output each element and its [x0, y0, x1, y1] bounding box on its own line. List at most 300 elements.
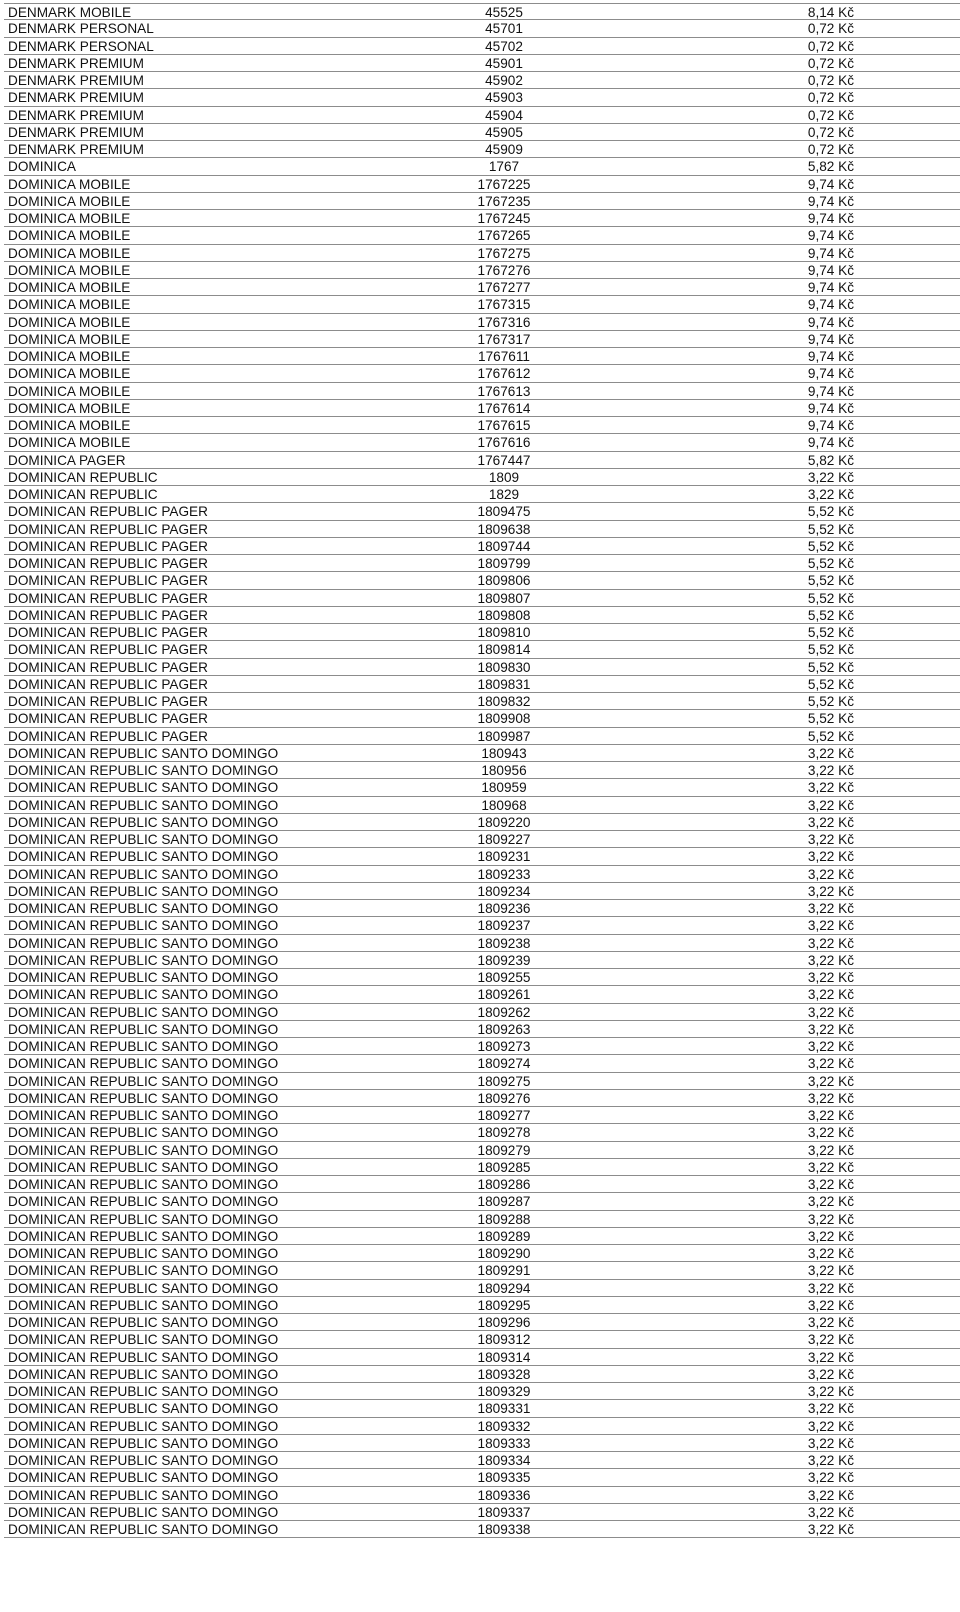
- table-row: [4, 572, 960, 589]
- table-row: [4, 607, 960, 624]
- rate-cell: 3,22 Kč: [807, 1194, 854, 1210]
- dial-code-cell: 1809287: [477, 1194, 531, 1210]
- dial-code-cell: 1809744: [477, 538, 531, 554]
- destination-cell: DOMINICAN REPUBLIC SANTO DOMINGO: [8, 883, 279, 899]
- dial-code-cell: 1767265: [477, 228, 531, 244]
- rate-cell: 9,74 Kč: [807, 193, 854, 209]
- table-row: [4, 296, 960, 313]
- dial-code-cell: 1809237: [477, 918, 531, 934]
- table-row: [4, 1280, 960, 1297]
- destination-cell: DOMINICAN REPUBLIC SANTO DOMINGO: [8, 1073, 279, 1089]
- dial-code-cell: 45902: [485, 73, 523, 88]
- table-row: [4, 158, 960, 175]
- destination-cell: DOMINICA MOBILE: [8, 262, 131, 278]
- table-row: [4, 1418, 960, 1435]
- rate-cell: 3,22 Kč: [807, 780, 854, 796]
- dial-code-cell: 45909: [485, 142, 523, 157]
- table-row: [4, 676, 960, 693]
- rate-cell: 3,22 Kč: [807, 1211, 854, 1227]
- dial-code-cell: 1809810: [477, 625, 531, 640]
- destination-cell: DOMINICA MOBILE: [8, 228, 131, 244]
- destination-cell: DOMINICAN REPUBLIC SANTO DOMINGO: [8, 1366, 279, 1382]
- table-row: [4, 1073, 960, 1090]
- rate-cell: 5,52 Kč: [807, 573, 854, 589]
- destination-cell: DOMINICAN REPUBLIC SANTO DOMINGO: [8, 1246, 279, 1261]
- destination-cell: DOMINICAN REPUBLIC SANTO DOMINGO: [8, 1177, 279, 1192]
- dial-code-cell: 1767275: [477, 245, 531, 261]
- table-row: [4, 969, 960, 986]
- destination-cell: DOMINICAN REPUBLIC SANTO DOMINGO: [8, 797, 279, 813]
- rate-cell: 3,22 Kč: [807, 1177, 854, 1192]
- dial-code-cell: 1809: [488, 469, 520, 485]
- rate-cell: 3,22 Kč: [807, 1280, 854, 1296]
- table-row: [4, 848, 960, 865]
- table-row: [4, 348, 960, 365]
- rate-cell: 3,22 Kč: [807, 1039, 854, 1054]
- destination-cell: DOMINICAN REPUBLIC PAGER: [8, 556, 208, 571]
- table-row: [4, 866, 960, 883]
- destination-cell: DOMINICAN REPUBLIC SANTO DOMINGO: [8, 987, 279, 1003]
- rate-cell: 3,22 Kč: [807, 1142, 854, 1158]
- table-row: [4, 1331, 960, 1348]
- destination-cell: DOMINICAN REPUBLIC SANTO DOMINGO: [8, 1056, 279, 1072]
- rate-cell: 5,52 Kč: [807, 642, 854, 658]
- rate-table: [4, 3, 960, 1538]
- dial-code-cell: 1809277: [477, 1108, 531, 1123]
- dial-code-cell: 1809262: [477, 1004, 531, 1020]
- rate-cell: 3,22 Kč: [807, 901, 854, 916]
- dial-code-cell: 1809312: [477, 1332, 531, 1348]
- table-row: [4, 1090, 960, 1107]
- rate-cell: 0,72 Kč: [807, 55, 854, 71]
- dial-code-cell: 1809289: [477, 1228, 531, 1244]
- table-row: [4, 1400, 960, 1417]
- rate-cell: 3,22 Kč: [807, 745, 854, 761]
- destination-cell: DOMINICAN REPUBLIC SANTO DOMINGO: [8, 1263, 279, 1279]
- rate-cell: 3,22 Kč: [807, 1418, 854, 1434]
- table-row: [4, 1297, 960, 1314]
- destination-cell: DENMARK PREMIUM: [8, 107, 144, 123]
- destination-cell: DOMINICAN REPUBLIC PAGER: [8, 573, 208, 589]
- destination-cell: DOMINICA MOBILE: [8, 211, 131, 226]
- table-row: [4, 917, 960, 934]
- destination-cell: DENMARK PERSONAL: [8, 38, 154, 54]
- table-row: [4, 1159, 960, 1176]
- table-row: [4, 1004, 960, 1021]
- dial-code-cell: 1809238: [477, 935, 531, 951]
- table-row: [4, 900, 960, 917]
- rate-cell: 3,22 Kč: [807, 469, 854, 485]
- destination-cell: DENMARK PREMIUM: [8, 142, 144, 157]
- rate-cell: 9,74 Kč: [807, 435, 854, 451]
- destination-cell: DOMINICAN REPUBLIC PAGER: [8, 659, 208, 675]
- destination-cell: DOMINICAN REPUBLIC SANTO DOMINGO: [8, 1090, 279, 1106]
- rate-cell: 3,22 Kč: [807, 952, 854, 968]
- dial-code-cell: 180956: [481, 763, 527, 778]
- table-row: [4, 1107, 960, 1124]
- table-row: [4, 1228, 960, 1245]
- table-row: [4, 986, 960, 1003]
- dial-code-cell: 1809329: [477, 1384, 531, 1399]
- rate-cell: 3,22 Kč: [807, 1125, 854, 1141]
- rate-cell: 5,52 Kč: [807, 607, 854, 623]
- dial-code-cell: 1809638: [477, 521, 531, 537]
- destination-cell: DOMINICA MOBILE: [8, 245, 131, 261]
- rate-cell: 5,52 Kč: [807, 590, 854, 606]
- rate-cell: 3,22 Kč: [807, 1108, 854, 1123]
- table-row: [4, 1055, 960, 1072]
- dial-code-cell: 1809331: [477, 1401, 531, 1417]
- dial-code-cell: 1809475: [477, 504, 531, 520]
- dial-code-cell: 1809263: [477, 1021, 531, 1037]
- destination-cell: DOMINICAN REPUBLIC SANTO DOMINGO: [8, 1453, 279, 1468]
- destination-cell: DOMINICAN REPUBLIC PAGER: [8, 676, 208, 692]
- destination-cell: DOMINICAN REPUBLIC SANTO DOMINGO: [8, 1504, 279, 1520]
- rate-cell: 3,22 Kč: [807, 1263, 854, 1279]
- dial-code-cell: 1767616: [477, 435, 531, 451]
- destination-cell: DOMINICAN REPUBLIC PAGER: [8, 642, 208, 658]
- dial-code-cell: 1809279: [477, 1142, 531, 1158]
- dial-code-cell: 1809830: [477, 659, 531, 675]
- rate-cell: 9,74 Kč: [807, 331, 854, 347]
- destination-cell: DOMINICA: [8, 159, 76, 175]
- destination-cell: DOMINICAN REPUBLIC SANTO DOMINGO: [8, 814, 279, 830]
- dial-code-cell: 1809278: [477, 1125, 531, 1141]
- destination-cell: DOMINICA MOBILE: [8, 331, 131, 347]
- rate-cell: 9,74 Kč: [807, 176, 854, 192]
- dial-code-cell: 1809276: [477, 1090, 531, 1106]
- rate-cell: 3,22 Kč: [807, 1297, 854, 1313]
- destination-cell: DOMINICAN REPUBLIC: [8, 469, 158, 485]
- table-row: [4, 245, 960, 262]
- destination-cell: DOMINICAN REPUBLIC PAGER: [8, 504, 208, 520]
- dial-code-cell: 1809338: [477, 1522, 531, 1537]
- rate-cell: 3,22 Kč: [807, 1073, 854, 1089]
- dial-code-cell: 1809832: [477, 694, 531, 709]
- rate-cell: 3,22 Kč: [807, 849, 854, 865]
- table-row: [4, 1469, 960, 1486]
- rate-cell: 3,22 Kč: [807, 1504, 854, 1520]
- destination-cell: DOMINICA MOBILE: [8, 193, 131, 209]
- rate-cell: 3,22 Kč: [807, 763, 854, 778]
- dial-code-cell: 1809799: [477, 556, 531, 571]
- destination-cell: DOMINICA MOBILE: [8, 383, 131, 399]
- table-row: [4, 728, 960, 745]
- rate-cell: 9,74 Kč: [807, 366, 854, 382]
- table-row: [4, 1349, 960, 1366]
- dial-code-cell: 1809336: [477, 1487, 531, 1503]
- dial-code-cell: 1809234: [477, 883, 531, 899]
- table-row: [4, 141, 960, 158]
- destination-cell: DOMINICAN REPUBLIC PAGER: [8, 625, 208, 640]
- dial-code-cell: 1767614: [477, 400, 531, 416]
- destination-cell: DOMINICAN REPUBLIC SANTO DOMINGO: [8, 745, 279, 761]
- destination-cell: DENMARK PREMIUM: [8, 124, 144, 140]
- destination-cell: DOMINICAN REPUBLIC PAGER: [8, 521, 208, 537]
- destination-cell: DOMINICAN REPUBLIC SANTO DOMINGO: [8, 1470, 279, 1486]
- destination-cell: DOMINICAN REPUBLIC SANTO DOMINGO: [8, 866, 279, 882]
- destination-cell: DOMINICAN REPUBLIC SANTO DOMINGO: [8, 1039, 279, 1054]
- table-row: [4, 20, 960, 37]
- dial-code-cell: 45903: [485, 90, 523, 106]
- dial-code-cell: 1767: [488, 159, 520, 175]
- rate-cell: 0,72 Kč: [807, 38, 854, 54]
- table-row: [4, 314, 960, 331]
- rate-cell: 3,22 Kč: [807, 1090, 854, 1106]
- table-row: [4, 952, 960, 969]
- rate-cell: 3,22 Kč: [807, 935, 854, 951]
- destination-cell: DOMINICAN REPUBLIC SANTO DOMINGO: [8, 1384, 279, 1399]
- dial-code-cell: 1767276: [477, 262, 531, 278]
- table-row: [4, 555, 960, 572]
- rate-cell: 5,52 Kč: [807, 625, 854, 640]
- destination-cell: DOMINICAN REPUBLIC SANTO DOMINGO: [8, 1435, 279, 1451]
- rate-cell: 9,74 Kč: [807, 418, 854, 433]
- destination-cell: DOMINICAN REPUBLIC SANTO DOMINGO: [8, 935, 279, 951]
- dial-code-cell: 1809807: [477, 590, 531, 606]
- rate-cell: 9,74 Kč: [807, 349, 854, 364]
- rate-cell: 3,22 Kč: [807, 1435, 854, 1451]
- rate-cell: 3,22 Kč: [807, 1332, 854, 1348]
- table-row: [4, 400, 960, 417]
- rate-cell: 3,22 Kč: [807, 1453, 854, 1468]
- rate-cell: 3,22 Kč: [807, 814, 854, 830]
- rate-cell: 0,72 Kč: [807, 73, 854, 88]
- table-row: [4, 193, 960, 210]
- dial-code-cell: 45905: [485, 124, 523, 140]
- destination-cell: DOMINICAN REPUBLIC SANTO DOMINGO: [8, 1401, 279, 1417]
- dial-code-cell: 1829: [488, 487, 520, 502]
- table-row: [4, 383, 960, 400]
- rate-cell: 9,74 Kč: [807, 228, 854, 244]
- table-row: [4, 262, 960, 279]
- dial-code-cell: 1809987: [477, 728, 531, 744]
- table-row: [4, 503, 960, 520]
- rate-cell: 3,22 Kč: [807, 1522, 854, 1537]
- rate-cell: 5,52 Kč: [807, 521, 854, 537]
- destination-cell: DOMINICA MOBILE: [8, 366, 131, 382]
- table-row: [4, 3, 960, 20]
- table-row: [4, 1245, 960, 1262]
- table-row: [4, 521, 960, 538]
- rate-cell: 3,22 Kč: [807, 866, 854, 882]
- rate-cell: 3,22 Kč: [807, 1487, 854, 1503]
- dial-code-cell: 1767277: [477, 280, 531, 295]
- destination-cell: DOMINICAN REPUBLIC SANTO DOMINGO: [8, 1125, 279, 1141]
- table-row: [4, 1314, 960, 1331]
- destination-cell: DENMARK PERSONAL: [8, 21, 154, 37]
- rate-cell: 3,22 Kč: [807, 832, 854, 847]
- dial-code-cell: 1767316: [477, 314, 531, 330]
- rate-cell: 5,52 Kč: [807, 538, 854, 554]
- destination-cell: DOMINICAN REPUBLIC SANTO DOMINGO: [8, 849, 279, 865]
- destination-cell: DOMINICAN REPUBLIC: [8, 487, 158, 502]
- destination-cell: DOMINICAN REPUBLIC SANTO DOMINGO: [8, 1228, 279, 1244]
- destination-cell: DOMINICA MOBILE: [8, 297, 131, 313]
- table-row: [4, 486, 960, 503]
- rate-cell: 0,72 Kč: [807, 124, 854, 140]
- destination-cell: DOMINICA MOBILE: [8, 349, 131, 364]
- destination-cell: DOMINICAN REPUBLIC SANTO DOMINGO: [8, 1332, 279, 1348]
- dial-code-cell: 1809255: [477, 970, 531, 985]
- table-row: [4, 762, 960, 779]
- rate-cell: 0,72 Kč: [807, 21, 854, 37]
- dial-code-cell: 45702: [485, 38, 523, 54]
- dial-code-cell: 1809288: [477, 1211, 531, 1227]
- destination-cell: DOMINICAN REPUBLIC SANTO DOMINGO: [8, 952, 279, 968]
- dial-code-cell: 45904: [485, 107, 523, 123]
- destination-cell: DOMINICAN REPUBLIC SANTO DOMINGO: [8, 1315, 279, 1330]
- table-row: [4, 1366, 960, 1383]
- dial-code-cell: 1809233: [477, 866, 531, 882]
- destination-cell: DENMARK PREMIUM: [8, 90, 144, 106]
- destination-cell: DOMINICA MOBILE: [8, 400, 131, 416]
- dial-code-cell: 45525: [485, 5, 523, 20]
- table-row: [4, 1142, 960, 1159]
- rate-cell: 3,22 Kč: [807, 1401, 854, 1417]
- table-row: [4, 107, 960, 124]
- rate-cell: 9,74 Kč: [807, 400, 854, 416]
- rate-cell: 9,74 Kč: [807, 280, 854, 295]
- dial-code-cell: 1809286: [477, 1177, 531, 1192]
- rate-cell: 3,22 Kč: [807, 970, 854, 985]
- dial-code-cell: 1767612: [477, 366, 531, 382]
- destination-cell: DOMINICA MOBILE: [8, 280, 131, 295]
- rate-cell: 5,52 Kč: [807, 711, 854, 727]
- rate-cell: 5,52 Kč: [807, 676, 854, 692]
- destination-cell: DOMINICAN REPUBLIC SANTO DOMINGO: [8, 1194, 279, 1210]
- table-row: [4, 1452, 960, 1469]
- dial-code-cell: 1767613: [477, 383, 531, 399]
- rate-cell: 5,52 Kč: [807, 504, 854, 520]
- dial-code-cell: 1809332: [477, 1418, 531, 1434]
- table-row: [4, 641, 960, 658]
- rate-cell: 9,74 Kč: [807, 211, 854, 226]
- rate-cell: 9,74 Kč: [807, 245, 854, 261]
- rate-cell: 3,22 Kč: [807, 1315, 854, 1330]
- dial-code-cell: 1809314: [477, 1349, 531, 1365]
- rate-cell: 3,22 Kč: [807, 987, 854, 1003]
- table-row: [4, 935, 960, 952]
- destination-cell: DOMINICAN REPUBLIC SANTO DOMINGO: [8, 1159, 279, 1175]
- rate-cell: 9,74 Kč: [807, 383, 854, 399]
- dial-code-cell: 1809220: [477, 814, 531, 830]
- destination-cell: DOMINICAN REPUBLIC SANTO DOMINGO: [8, 1004, 279, 1020]
- dial-code-cell: 1809328: [477, 1366, 531, 1382]
- dial-code-cell: 1767447: [477, 452, 531, 468]
- rate-cell: 3,22 Kč: [807, 1366, 854, 1382]
- table-row: [4, 227, 960, 244]
- rate-cell: 3,22 Kč: [807, 1004, 854, 1020]
- dial-code-cell: 1809334: [477, 1453, 531, 1468]
- dial-code-cell: 1809808: [477, 607, 531, 623]
- dial-code-cell: 1809335: [477, 1470, 531, 1486]
- table-row: [4, 210, 960, 227]
- destination-cell: DOMINICAN REPUBLIC SANTO DOMINGO: [8, 1349, 279, 1365]
- destination-cell: DOMINICAN REPUBLIC SANTO DOMINGO: [8, 1142, 279, 1158]
- destination-cell: DOMINICAN REPUBLIC SANTO DOMINGO: [8, 1297, 279, 1313]
- rate-cell: 9,74 Kč: [807, 297, 854, 313]
- dial-code-cell: 1809908: [477, 711, 531, 727]
- dial-code-cell: 45901: [485, 55, 523, 71]
- rate-cell: 3,22 Kč: [807, 797, 854, 813]
- rate-cell: 3,22 Kč: [807, 1349, 854, 1365]
- dial-code-cell: 1809296: [477, 1315, 531, 1330]
- table-row: [4, 89, 960, 106]
- rate-cell: 3,22 Kč: [807, 918, 854, 934]
- table-row: [4, 1124, 960, 1141]
- rate-cell: 9,74 Kč: [807, 262, 854, 278]
- table-row: [4, 1193, 960, 1210]
- destination-cell: DOMINICA MOBILE: [8, 418, 131, 433]
- destination-cell: DOMINICAN REPUBLIC SANTO DOMINGO: [8, 918, 279, 934]
- rate-cell: 5,52 Kč: [807, 659, 854, 675]
- table-row: [4, 1021, 960, 1038]
- destination-cell: DOMINICAN REPUBLIC PAGER: [8, 590, 208, 606]
- table-row: [4, 176, 960, 193]
- table-row: [4, 883, 960, 900]
- destination-cell: DOMINICA MOBILE: [8, 435, 131, 451]
- destination-cell: DOMINICAN REPUBLIC PAGER: [8, 711, 208, 727]
- table-row: [4, 814, 960, 831]
- dial-code-cell: 1809261: [477, 987, 531, 1003]
- table-row: [4, 434, 960, 451]
- destination-cell: DENMARK PREMIUM: [8, 73, 144, 88]
- rate-cell: 0,72 Kč: [807, 142, 854, 157]
- rate-cell: 9,74 Kč: [807, 314, 854, 330]
- rate-cell: 3,22 Kč: [807, 1384, 854, 1399]
- dial-code-cell: 1809814: [477, 642, 531, 658]
- dial-code-cell: 180968: [481, 797, 527, 813]
- destination-cell: DOMINICAN REPUBLIC SANTO DOMINGO: [8, 1280, 279, 1296]
- destination-cell: DOMINICAN REPUBLIC SANTO DOMINGO: [8, 1418, 279, 1434]
- table-row: [4, 331, 960, 348]
- dial-code-cell: 1809295: [477, 1297, 531, 1313]
- table-row: [4, 590, 960, 607]
- dial-code-cell: 1809291: [477, 1263, 531, 1279]
- rate-cell: 3,22 Kč: [807, 1056, 854, 1072]
- dial-code-cell: 1767225: [477, 176, 531, 192]
- dial-code-cell: 1767315: [477, 297, 531, 313]
- destination-cell: DOMINICAN REPUBLIC PAGER: [8, 607, 208, 623]
- table-row: [4, 1383, 960, 1400]
- table-row: [4, 417, 960, 434]
- table-row: [4, 624, 960, 641]
- table-row: [4, 38, 960, 55]
- rate-cell: 5,82 Kč: [807, 452, 854, 468]
- table-row: [4, 538, 960, 555]
- dial-code-cell: 1767317: [477, 331, 531, 347]
- rate-cell: 3,22 Kč: [807, 883, 854, 899]
- rate-cell: 3,22 Kč: [807, 1246, 854, 1261]
- destination-cell: DOMINICAN REPUBLIC PAGER: [8, 728, 208, 744]
- dial-code-cell: 1809236: [477, 901, 531, 916]
- table-row: [4, 779, 960, 796]
- dial-code-cell: 1809275: [477, 1073, 531, 1089]
- rate-cell: 3,22 Kč: [807, 1021, 854, 1037]
- destination-cell: DOMINICAN REPUBLIC SANTO DOMINGO: [8, 1487, 279, 1503]
- destination-cell: DOMINICAN REPUBLIC SANTO DOMINGO: [8, 763, 279, 778]
- dial-code-cell: 1809231: [477, 849, 531, 865]
- destination-cell: DOMINICAN REPUBLIC SANTO DOMINGO: [8, 970, 279, 985]
- dial-code-cell: 1767611: [478, 349, 530, 364]
- rate-cell: 0,72 Kč: [807, 107, 854, 123]
- dial-code-cell: 1809333: [477, 1435, 531, 1451]
- destination-cell: DOMINICAN REPUBLIC SANTO DOMINGO: [8, 1211, 279, 1227]
- rate-cell: 8,14 Kč: [807, 5, 854, 20]
- table-row: [4, 72, 960, 89]
- table-row: [4, 1521, 960, 1538]
